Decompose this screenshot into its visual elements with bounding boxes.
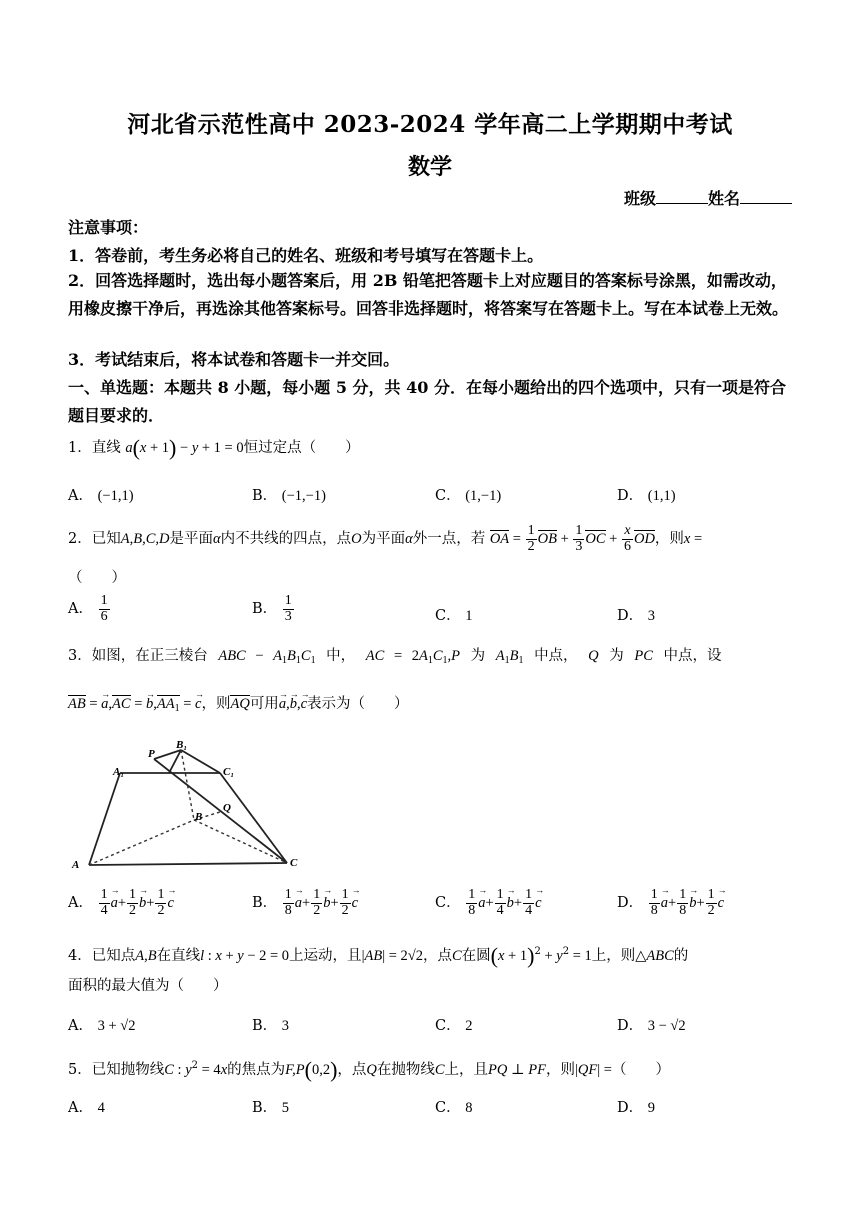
option-a[interactable]: A． 3 + √2 <box>68 1018 136 1034</box>
label-a1: A₁ <box>113 766 125 778</box>
label-b1: B₁ <box>176 739 188 751</box>
class-label: 班级 <box>623 189 656 208</box>
question-1: 1．直线 a(x + 1) − y + 1 = 0恒过定点（ ） <box>68 435 360 460</box>
question-2-paren: （ ） <box>68 570 126 586</box>
question-5: 5．已知抛物线C : $y^2 = 4x$的焦点为F,P(0,2)，点Q在抛物线C上，且PQ ⊥ PF，则|QF| =（ ） <box>68 1057 670 1082</box>
class-name-line <box>624 186 792 209</box>
exam-title: 河北省示范性高中 2023-2024 学年高二上学期期中考试 <box>127 111 733 138</box>
option-a[interactable]: A． $\frac{1}{6}$ <box>68 593 108 624</box>
option-b[interactable]: B． 3 <box>252 1018 290 1034</box>
question-2: 2．已知A,B,C,D是平面α内不共线的四点，点O为平面α外一点，若 OA = $\frac{1}{2}$ OB + $\frac{1}{3}$ OC + $\frac{x}{6}$ OD，则x = <box>68 523 703 554</box>
option-c[interactable]: C． $\frac{1}{8}$ → a+ $\frac{1}{4}$ → b+ $\frac{1}{4}$ → c <box>435 888 542 918</box>
label-q: Q <box>223 802 231 814</box>
option-d[interactable]: D． 9 <box>617 1100 655 1116</box>
question-3: 3．如图，在正三棱台 ABC − $A_1B_1C_1$ 中， AC = $2A_1C_1,P$ 为 $A_1B_1$ 中点， Q 为 PC 中点，设 <box>68 648 722 666</box>
option-c[interactable]: C． 2 <box>435 1018 473 1034</box>
option-d[interactable]: D． $\frac{1}{8}$ → a+ $\frac{1}{8}$ → b+ $\frac{1}{2}$ → c <box>617 888 724 918</box>
note-item-2: 2．回答选择题时，选出每小题答案后，用 2B 铅笔把答题卡上对应题目的答案标号涂黑，如需改动，用橡皮擦干净后，再选涂其他答案标号。回答非选择题时，将答案写在答题卡上。写在本试卷上无效。 <box>68 271 789 318</box>
option-c[interactable]: C． 1 <box>435 608 473 624</box>
label-c: C <box>290 857 298 869</box>
option-b[interactable]: B． (−1,−1) <box>252 488 326 504</box>
label-b: B <box>195 811 203 823</box>
frustum-figure <box>68 736 304 872</box>
subject-title: 数学 <box>407 154 452 180</box>
option-d[interactable]: D． 3 <box>617 608 655 624</box>
name-label: 姓名 <box>707 189 740 208</box>
option-a[interactable]: A． (−1,1) <box>68 488 134 504</box>
option-b[interactable]: B． $\frac{1}{3}$ <box>252 593 292 624</box>
option-c[interactable]: C． 8 <box>435 1100 473 1116</box>
option-d[interactable]: D． 3 − √2 <box>617 1018 686 1034</box>
label-c1: C₁ <box>223 766 235 778</box>
note-item-3: 3．考试结束后，将本试卷和答题卡一并交回。 <box>68 350 400 369</box>
option-d[interactable]: D． (1,1) <box>617 488 676 504</box>
notes-heading: 注意事项： <box>68 218 149 237</box>
option-a[interactable]: A． 4 <box>68 1100 105 1116</box>
label-a: A <box>72 859 80 871</box>
note-item-1: 1．答卷前，考生务必将自己的姓名、班级和考号填写在答题卡上。 <box>68 246 544 265</box>
option-a[interactable]: A． $\frac{1}{4}$ → a+ $\frac{1}{2}$ → b+ $\frac{1}{2}$ → c <box>68 888 174 918</box>
label-p: P <box>148 748 155 760</box>
question-3-line2: AB = → a,AC = → $b,AA_1$ = → c，则AQ可用→ a,→ b,→ c表示为（ ） <box>68 692 792 716</box>
section-heading: 一、单选题：本题共 8 小题，每小题 5 分，共 40 分．在每小题给出的四个选项中，只有一项是符合题目要求的． <box>68 378 786 425</box>
option-b[interactable]: B． 5 <box>252 1100 290 1116</box>
option-b[interactable]: B． $\frac{1}{8}$ → a+ $\frac{1}{2}$ → b+ $\frac{1}{2}$ → c <box>252 888 358 918</box>
option-c[interactable]: C． (1,−1) <box>435 488 502 504</box>
question-4-line2: 面积的最大值为（ ） <box>68 978 228 994</box>
question-4: 4．已知点A,B在直线l : x + y − 2 = 0上运动，且|AB| = 2√2，点C在圆$(x + 1)^2 + y^2 = 1$上，则△ABC的 <box>68 943 689 968</box>
